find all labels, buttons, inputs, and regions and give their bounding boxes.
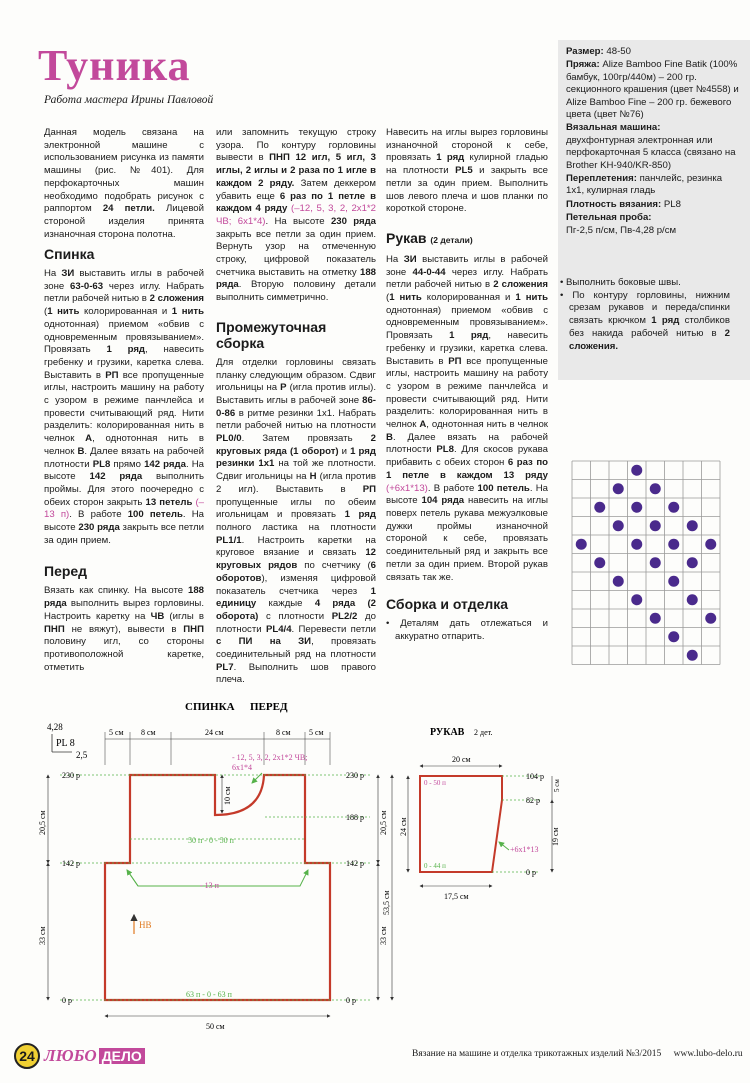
pattern-dot: [687, 557, 698, 568]
rows-142-right: 142 р: [346, 859, 364, 868]
rows-0-left: 0 р: [62, 996, 72, 1005]
pattern-dot: [613, 520, 624, 531]
pattern-dot: [576, 539, 587, 550]
sleeve-width-bottom: 17,5 см: [444, 892, 469, 901]
pattern-dot: [668, 631, 679, 642]
density-info: Плотность вязания: PL8: [566, 198, 681, 210]
pered-text-cont: или запомнить текущую строку узора. По контуру горловины вывести в ПНП 12 игл, 5 игл, 3 иглы, 2 иглы и 2 раза по 1 игле в каждом 2 ряду. Затем деккером убавить еще 6 раз по 1 петле в каждом 4 ряду (–12, 5, 3, 2, 2х1*2 ЧВ; 6х1*4). На высоте 230 ряда закрыть все петли за один прием. Вернуть узор на отмеченную строку, цифровой показатель счетчика выставить на отметку 188 ряда. Вторую половину детали выполнить симметрично.: [216, 127, 377, 304]
sleeve-top-sts: 0 - 50 п: [424, 779, 446, 787]
section-title-final: Сборка и отделка: [386, 596, 509, 613]
height-33-right: 33 см: [379, 926, 388, 945]
label-rukav-count: 2 дет.: [474, 728, 493, 737]
pattern-dot: [668, 502, 679, 513]
pattern-dot: [687, 520, 698, 531]
section-title-pered: Перед: [44, 563, 88, 580]
section-title-sborka: Промежуточная сборка: [216, 318, 327, 351]
column-1: [44, 127, 204, 241]
weave-info: Переплетения: панчлейс, резинка 1х1, кулирная гладь: [566, 173, 723, 197]
pattern-dot: [668, 539, 679, 550]
page-number: 24: [14, 1043, 40, 1069]
rows-142-left: 142 р: [62, 859, 80, 868]
size-info: Размер: 48-50: [566, 46, 631, 57]
magazine-title: Вязание на машине и отделка трикотажных изделий №3/2015: [412, 1049, 662, 1059]
dim-top-5: 5 см: [309, 728, 324, 737]
sleeve-width-top: 20 см: [452, 755, 471, 764]
footer-brand: [14, 1043, 145, 1069]
sleeve-right-height: 19 см: [551, 827, 560, 846]
pattern-dot: [687, 650, 698, 661]
sleeve-rows-104: 104 р: [526, 772, 544, 781]
pattern-dot: [687, 594, 698, 605]
sleeve-inc: +6х1*13: [510, 845, 539, 854]
sleeve-rows-0: 0 р: [526, 868, 536, 877]
pattern-dot: [705, 539, 716, 550]
sleeve-height: 24 см: [399, 817, 408, 836]
pattern-dot: [594, 557, 605, 568]
sleeve-top-height: 5 см: [553, 779, 561, 792]
footer-info: [412, 1049, 743, 1059]
dim-top-1: 5 см: [109, 728, 124, 737]
height-33-left: 33 см: [38, 926, 47, 945]
spinka-text: На ЗИ выставить иглы в рабочей зоне 63-0-63 через иглу. Набрать петли рабочей нитью в 2 сложения (1 нить колорированная и 1 нить однотонная) приемом «обвив с одновременным провязыванием». Провязать 1 ряд, навесить гребенку и грузики, каретка слева. Выставить в РП все пропущенные иглы, настроить машину на работу с узором в режиме панчлейса и провести считывающий ряд. Нити разделить: колорированная нить в челнок А, однотонная нить в челнок В. Далее вязать на рабочей плотности PL8 прямо 142 ряда. На высоте 142 ряда выполнить проймы. Для этого поочередно с обеих сторон закрыть 13 петель (–13 п). В работе 100 петель. На высоте 230 ряда закрыть все петли за один прием.: [44, 268, 205, 546]
intro-paragraph: Данная модель связана на электронной машине с использованием рисунка из памяти машины (рис. №401). Для перфокарточных машин необходимо подобрать рисунок с раппортом 24 петли. Лицевой стороной изделия принята изнаночная сторона полотна.: [44, 127, 204, 240]
center-sts: 50 п - 0 - 50 п: [188, 836, 234, 845]
pattern-chart: [570, 459, 722, 667]
rukav-text: На ЗИ выставить иглы в рабочей зоне 44-0-44 через иглу. Набрать петли рабочей нитью в 2 сложения (1 нить колорированная и 1 нить однотонная) приемом «обвив с одновременным провязыванием». Провязать 1 ряд, навесить гребенку и грузики, каретка слева. Выставить в РП все пропущенные иглы, настроить машину на работу с узором в режиме панчлейса и провести считывающий ряд. Нити разделить: колорированная нить в челнок А, однотонная нить в челнок В. Далее вязать на рабочей плотности PL8. Для скосов рукава прибавить с обеих сторон 6 раз по 1 петле в каждом 13 ряду (+6х1*13). В работе 100 петель. На высоте 104 ряда навесить на иглы поверх петель рукава межуэлковые дужки проймы изнаночной стороной к себе, провязать соединительный ряд и закрыть все петли за один прием. Второй рукав связать так же.: [386, 253, 549, 583]
label-pered: ПЕРЕД: [250, 701, 288, 713]
rows-230-right: 230 р: [346, 771, 364, 780]
height-20-5-left: 20,5 см: [38, 810, 47, 835]
final-note-crochet: • По контуру горловины, нижним срезам рукавов и переда/спинки связать крючком 1 ряд столбиков без накида рабочей нитью в 2 сложения.: [560, 289, 730, 352]
pattern-dot: [594, 502, 605, 513]
rows-230-left: 230 р: [62, 771, 80, 780]
bottom-sts: 63 п - 0 - 63 п: [186, 990, 232, 999]
column-3: [386, 127, 548, 644]
pattern-dot: [668, 576, 679, 587]
final-note-1: • Деталям дать отлежаться и аккуратно отпарить.: [386, 618, 548, 642]
armhole-dec: - 13 п: [200, 881, 219, 890]
neck-formula-1: - 12, 5, 3, 2, 2х1*2 ЧВ;: [232, 753, 308, 762]
column-1-body: [44, 236, 204, 674]
density-rows: 4,28: [47, 722, 63, 732]
neck-formula-2: 6х1*4: [232, 763, 252, 772]
pattern-dot: [631, 502, 642, 513]
height-20-5-right: 20,5 см: [379, 810, 388, 835]
pered-text: Вязать как спинку. На высоте 188 ряда выполнить вырез горловины. Настроить каретку на ЧВ (иглы в ПНП не вяжут), вывести в ПНП половину игл, со стороны противоположной каретке, отметить: [44, 585, 204, 673]
sleeve-rows-82: 82 р: [526, 796, 540, 805]
pattern-dot: [613, 576, 624, 587]
hv-label: НВ: [139, 920, 152, 930]
pattern-dot: [650, 520, 661, 531]
author-line: Работа мастера Ирины Павловой: [44, 94, 214, 106]
neck-depth: 10 см: [223, 786, 232, 805]
sample-info: Петельная проба: Пг-2,5 п/см, Пв-4,28 р/см: [566, 212, 677, 236]
section-title-rukav: Рукав (2 детали): [386, 229, 473, 246]
rows-0-right: 0 р: [346, 996, 356, 1005]
pattern-dot: [650, 613, 661, 624]
density-sts: 2,5: [76, 750, 88, 760]
dim-top-2: 8 см: [141, 728, 156, 737]
pattern-dot: [650, 483, 661, 494]
width-50: 50 см: [206, 1022, 225, 1031]
rows-188-right: 188 р: [346, 813, 364, 822]
label-rukav: РУКАВ: [430, 727, 465, 738]
density-pl: PL 8: [56, 738, 75, 749]
dim-top-4: 8 см: [276, 728, 291, 737]
schematic-diagram: [0, 690, 560, 1035]
final-note-seams: • Выполнить боковые швы.: [560, 277, 681, 288]
yarn-info: Пряжа: Alize Bamboo Fine Batik (100% бамбук, 100гр/440м) – 200 гр. секционного крашения (цвет №4558) и Alize Bamboo Fine – 200 гр. бежевого цвета (цвет №76): [566, 59, 739, 121]
height-53-5: 53,5 см: [382, 890, 391, 915]
sborka-text: Для отделки горловины связать планку следующим образом. Сдвиг игольницы на Р (игла против иглы). Выставить иглы в рабочей зоне 86-0-86 в ритме резинки 1х1. Набрать петли рабочей нитью на плотности PL0/0. Затем провязать 2 круговых ряда (1 оборот) и 1 ряд резинки 1х1 на той же плотности. Сдвиг игольницы на Н (игла против 2 игл). Выставить в РП пропущенные иглы по обеим игольницам и провязать 1 ряд полного ластика на плотности PL1/1. Настроить каретки на круговое вязание и связать 12 круговых рядов по счетчику (6 оборотов), изменяя цифровой показатель счетчика через 1 единицу каждые 4 ряда (2 оборота) с плотности PL2/2 до плотности PL4/4. Перевести петли с ПИ на ЗИ, провязать соединительный ряд на плотности PL7. Выполнить шов правого плеча.: [216, 356, 376, 686]
label-spinka: СПИНКА: [185, 701, 235, 713]
sleeve-bottom-sts: 0 - 44 п: [424, 862, 446, 870]
column-2: [216, 127, 376, 687]
dim-top-3: 24 см: [205, 728, 224, 737]
final-notes: [560, 277, 730, 353]
pattern-dot: [631, 594, 642, 605]
section-title-spinka: Спинка: [44, 246, 95, 262]
pattern-dot: [650, 557, 661, 568]
pattern-dot: [705, 613, 716, 624]
pattern-dot: [613, 483, 624, 494]
pattern-dot: [631, 465, 642, 476]
pattern-dot: [631, 539, 642, 550]
site-url: www.lubo-delo.ru: [673, 1049, 743, 1059]
sborka-text-cont: Навесить на иглы вырез горловины изнаночной стороной к себе, провязать 1 ряд кулирной гладью на плотности PL5 и закрыть все петли за один прием. Выполнить шов левого плеча и шов планки по короткой стороне.: [386, 127, 548, 215]
page-title: Туника: [38, 41, 191, 90]
magazine-logo: ЛЮБО ДЕЛО: [44, 1046, 145, 1066]
machine-info: Вязальная машина: двухфонтурная электронная или перфокарточная 5 класса (связано на Brother KH-940/KR-850): [566, 122, 736, 171]
